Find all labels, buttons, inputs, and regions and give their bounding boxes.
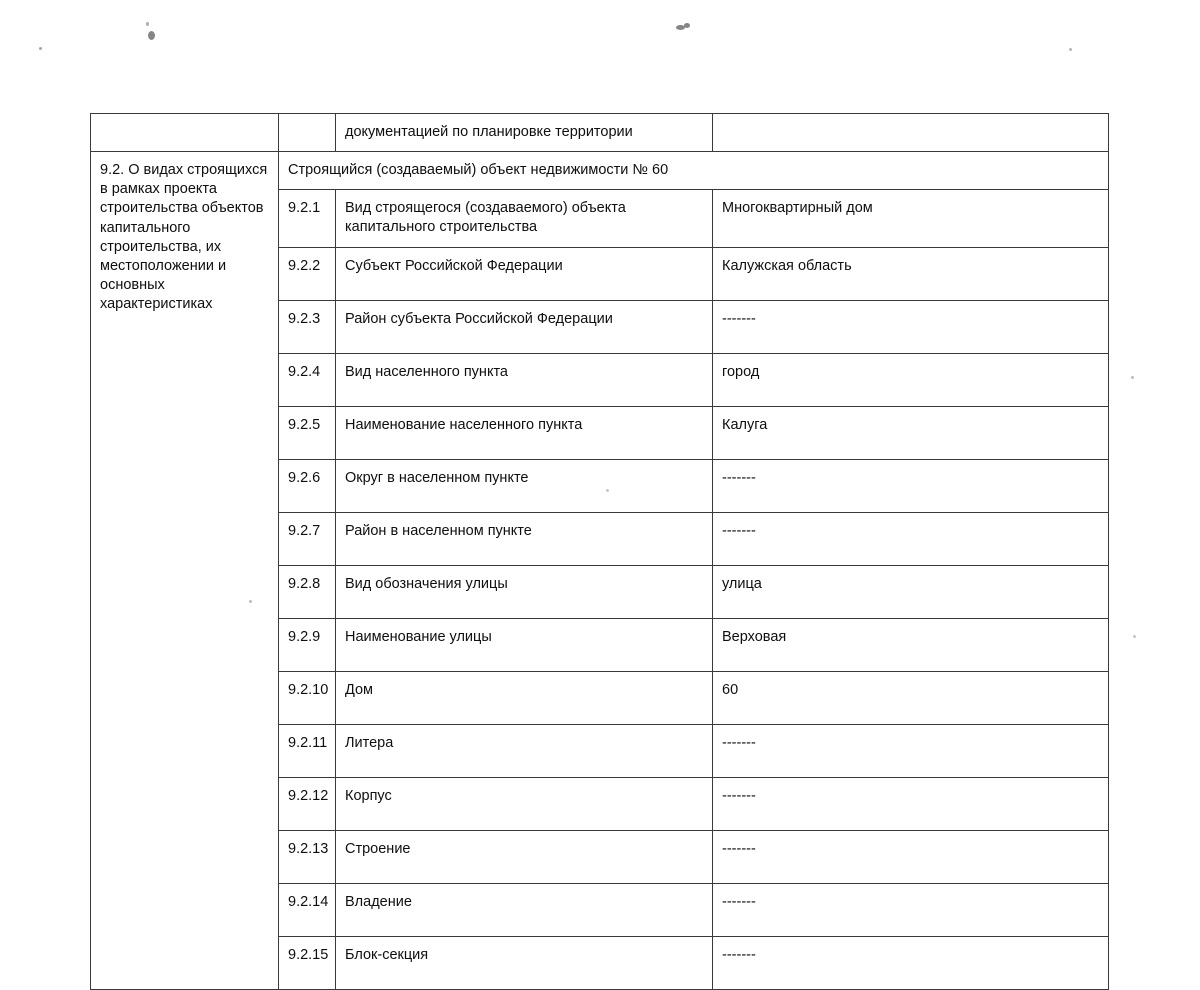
document-page [90, 113, 1108, 990]
row-value: ------- [713, 777, 1109, 830]
scan-artifact [148, 31, 155, 40]
scan-artifact [1133, 635, 1136, 638]
row-name: Литера [336, 724, 713, 777]
scan-artifact [39, 47, 42, 50]
continuation-empty-cell-code [279, 114, 336, 152]
scan-artifact [1069, 48, 1072, 51]
row-value: Калужская область [713, 247, 1109, 300]
row-name: Дом [336, 671, 713, 724]
row-name: Вид населенного пункта [336, 353, 713, 406]
row-code: 9.2.10 [279, 671, 336, 724]
continuation-empty-cell-left [91, 114, 279, 152]
row-code: 9.2.2 [279, 247, 336, 300]
row-name: Вид обозначения улицы [336, 565, 713, 618]
row-name: Наименование населенного пункта [336, 406, 713, 459]
row-name: Наименование улицы [336, 618, 713, 671]
scan-artifact [146, 22, 149, 26]
row-code: 9.2.9 [279, 618, 336, 671]
row-code: 9.2.1 [279, 190, 336, 247]
row-code: 9.2.5 [279, 406, 336, 459]
section-label: 9.2. О видах строящихся в рамках проекта строительства объектов капитального строительства, их местоположении и основных характеристиках [91, 152, 279, 989]
continuation-text: документацией по планировке территории [336, 114, 713, 152]
row-code: 9.2.3 [279, 300, 336, 353]
row-value: улица [713, 565, 1109, 618]
row-value: ------- [713, 936, 1109, 989]
row-value: ------- [713, 724, 1109, 777]
table-row [91, 114, 1109, 152]
row-code: 9.2.13 [279, 830, 336, 883]
row-value: город [713, 353, 1109, 406]
scan-artifact [1131, 376, 1134, 379]
row-value: Калуга [713, 406, 1109, 459]
row-code: 9.2.11 [279, 724, 336, 777]
row-name: Субъект Российской Федерации [336, 247, 713, 300]
row-value: 60 [713, 671, 1109, 724]
row-code: 9.2.6 [279, 459, 336, 512]
row-name: Блок-секция [336, 936, 713, 989]
row-value: ------- [713, 459, 1109, 512]
continuation-empty-cell-value [713, 114, 1109, 152]
row-code: 9.2.12 [279, 777, 336, 830]
row-value: ------- [713, 300, 1109, 353]
row-name: Район субъекта Российской Федерации [336, 300, 713, 353]
row-name: Вид строящегося (создаваемого) объекта капитального строительства [336, 190, 713, 247]
object-characteristics-table [90, 113, 1109, 990]
row-name: Владение [336, 883, 713, 936]
row-name: Округ в населенном пункте [336, 459, 713, 512]
row-code: 9.2.4 [279, 353, 336, 406]
row-value: Верховая [713, 618, 1109, 671]
row-name: Корпус [336, 777, 713, 830]
row-name: Строение [336, 830, 713, 883]
row-code: 9.2.8 [279, 565, 336, 618]
row-code: 9.2.7 [279, 512, 336, 565]
row-code: 9.2.15 [279, 936, 336, 989]
row-value: ------- [713, 512, 1109, 565]
row-value: Многоквартирный дом [713, 190, 1109, 247]
row-value: ------- [713, 830, 1109, 883]
row-code: 9.2.14 [279, 883, 336, 936]
row-name: Район в населенном пункте [336, 512, 713, 565]
object-header: Строящийся (создаваемый) объект недвижимости № 60 [279, 152, 1109, 190]
scan-artifact [684, 23, 690, 28]
row-value: ------- [713, 883, 1109, 936]
table-row [91, 152, 1109, 190]
